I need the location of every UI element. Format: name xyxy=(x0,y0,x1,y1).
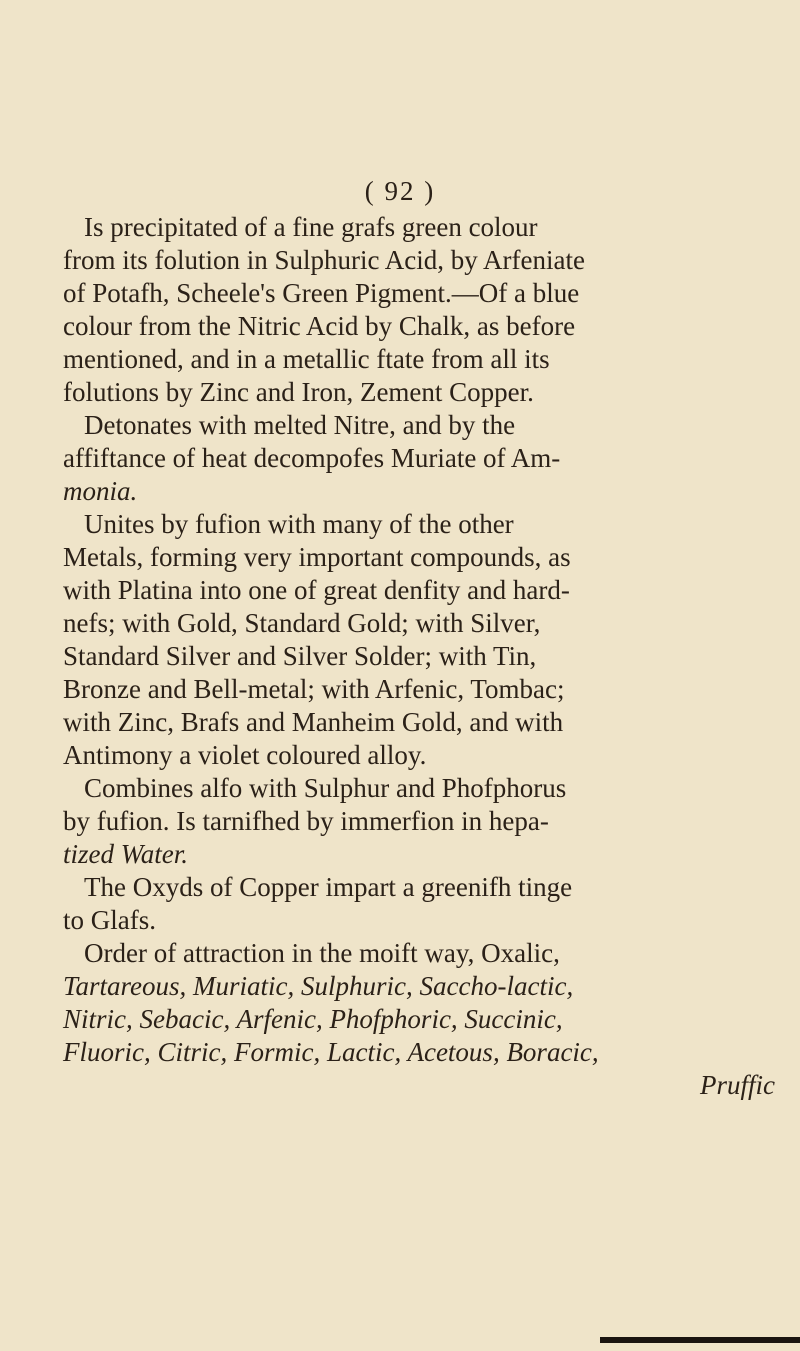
text-line: colour from the Nitric Acid by Chalk, as before xyxy=(63,311,576,341)
text-line: monia. xyxy=(63,476,138,506)
text-line: Bronze and Bell-metal; with Arfenic, Tombac; xyxy=(63,674,565,704)
text-line: with Zinc, Brafs and Manheim Gold, and with xyxy=(63,707,564,737)
text-line: Is precipitated of a fine grafs green colour xyxy=(84,212,538,242)
page-number-header: ( 92 ) xyxy=(364,176,436,206)
text-line: The Oxyds of Copper impart a greenifh tinge xyxy=(84,872,573,902)
text-line: to Glafs. xyxy=(63,905,156,935)
text-line: Fluoric, Citric, Formic, Lactic, Acetous, Boracic, xyxy=(63,1037,599,1067)
text-line: Detonates with melted Nitre, and by the xyxy=(84,410,516,440)
text-line: affiftance of heat decompofes Muriate of Am- xyxy=(63,443,561,473)
text-line: Metals, forming very important compounds, as xyxy=(63,542,571,572)
text-line: Unites by fufion with many of the other xyxy=(84,509,514,539)
text-line: Standard Silver and Silver Solder; with Tin, xyxy=(63,641,537,671)
text-line: of Potafh, Scheele's Green Pigment.—Of a blue xyxy=(63,278,580,308)
catchword: Pruffic xyxy=(700,1070,775,1100)
text-line: Nitric, Sebacic, Arfenic, Phofphoric, Succinic, xyxy=(63,1004,563,1034)
text-line: nefs; with Gold, Standard Gold; with Silver, xyxy=(63,608,541,638)
text-line: with Platina into one of great denfity and hard- xyxy=(63,575,570,605)
text-line: folutions by Zinc and Iron, Zement Copper. xyxy=(63,377,534,407)
text-line: Antimony a violet coloured alloy. xyxy=(63,740,427,770)
text-line: mentioned, and in a metallic ftate from all its xyxy=(63,344,550,374)
text-line: Tartareous, Muriatic, Sulphuric, Saccho-lactic, xyxy=(63,971,574,1001)
text-line: from its folution in Sulphuric Acid, by Arfeniate xyxy=(63,245,585,275)
text-line: Order of attraction in the moift way, Oxalic, xyxy=(84,938,560,968)
text-line: Combines alfo with Sulphur and Phofphorus xyxy=(84,773,567,803)
text-line: by fufion. Is tarnifhed by immerfion in hepa- xyxy=(63,806,549,836)
page-edge-shadow xyxy=(600,1337,800,1343)
text-line: tized Water. xyxy=(63,839,189,869)
